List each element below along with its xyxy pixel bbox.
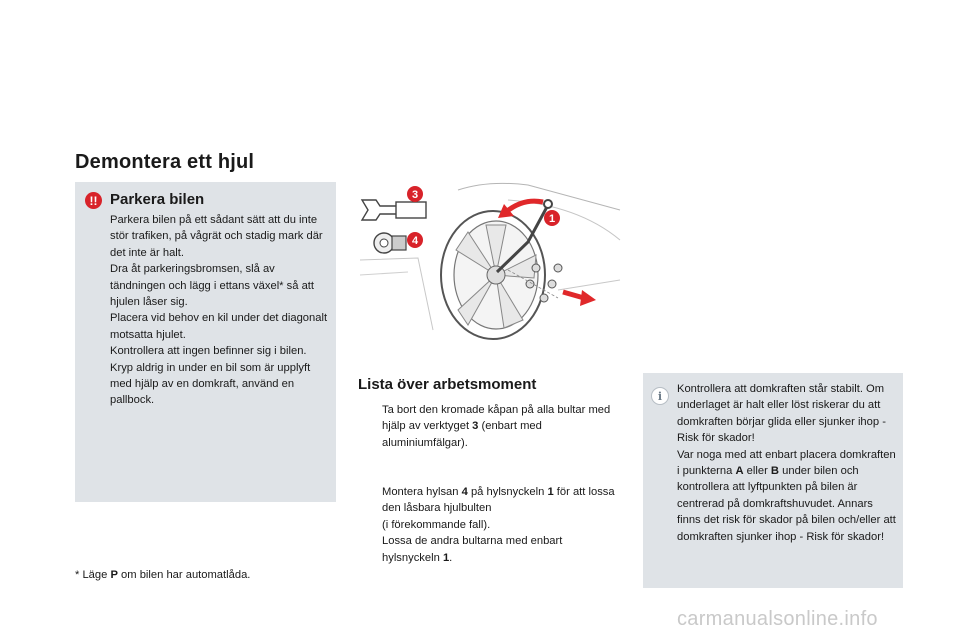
info-panel (643, 373, 903, 588)
step-ref: 1 (547, 486, 554, 499)
step-ref: 1 (442, 551, 450, 564)
footnote-prefix: * Läge (75, 569, 111, 581)
info-text: eller (743, 465, 771, 478)
list-item (360, 533, 620, 566)
warning-icon: !! (85, 192, 102, 209)
warning-panel (75, 182, 336, 502)
callout-4 (407, 232, 423, 248)
step-text: Lossa de andra bultarna med enbart hylsnyckeln (382, 535, 563, 564)
info-text: under bilen och kontrollera att lyftpunkten på bilen är centrerad på domkraftshuvudet. Annars finns det risk för skador på bilen och/eller att domkraften sjunker ihop - Risk för skador! (677, 465, 896, 543)
info-icon: i (651, 387, 669, 405)
step-text: . (449, 551, 453, 564)
warning-body: Parkera bilen på ett sådant sätt att du inte stör trafiken, på vågrät och stadig mark där det inte är halt. Dra åt parkeringsbromsen, slå av tändningen och lägg i ettans växel* så att hjulen låser sig. Placera vid behov en kil under det diagonalt motsatta hjulet. Kontrollera att ingen befinner sig i bilen. Kryp aldrig in under en bil som är upplyft med hjälp av en domkraft, använd en pallbock. (110, 214, 328, 407)
step-text: för att lossa den låsbara hjulbulten (i förekommande fall). (382, 486, 615, 531)
step-text: på hylsnyckeln (467, 486, 548, 499)
list-item (360, 451, 620, 533)
info-ref: A (735, 465, 744, 478)
info-ref: B (770, 465, 780, 478)
info-text: Var noga med att enbart placera domkraften i punkterna (677, 448, 896, 478)
info-paragraph-1: Kontrollera att domkraften står stabilt. Om underlaget är halt eller löst riskerar du att domkraften börjar glida eller sjunker ihop - Risk för skador! (677, 383, 886, 445)
footnote-bold: P (110, 569, 118, 581)
steps-list (360, 402, 620, 566)
page-title: Demontera ett hjul (75, 151, 255, 173)
step-text: Ta bort den kromade kåpan på alla bultar med hjälp av verktyget (382, 404, 611, 433)
callout-1 (544, 210, 560, 226)
footnote-suffix: om bilen har automatlåda. (117, 569, 251, 581)
step-text: (enbart med aluminiumfälgar). (382, 420, 542, 449)
wheel-illustration (358, 180, 622, 340)
list-item (360, 402, 620, 451)
list-title: Lista över arbetsmoment (358, 376, 537, 393)
step-ref: 3 (472, 420, 479, 433)
footnote (75, 569, 250, 581)
watermark: carmanualsonline.info (677, 608, 878, 630)
svg-text:4: 4 (411, 235, 419, 247)
warning-heading: Parkera bilen (110, 191, 205, 208)
callout-3 (407, 186, 423, 202)
info-body (677, 381, 899, 545)
step-ref: 4 (461, 486, 468, 499)
svg-text:1: 1 (548, 213, 556, 225)
svg-text:3: 3 (411, 189, 419, 201)
step-text: Montera hylsan (382, 486, 462, 499)
info-paragraph-2 (677, 447, 899, 545)
wheel-drawing (358, 180, 622, 340)
